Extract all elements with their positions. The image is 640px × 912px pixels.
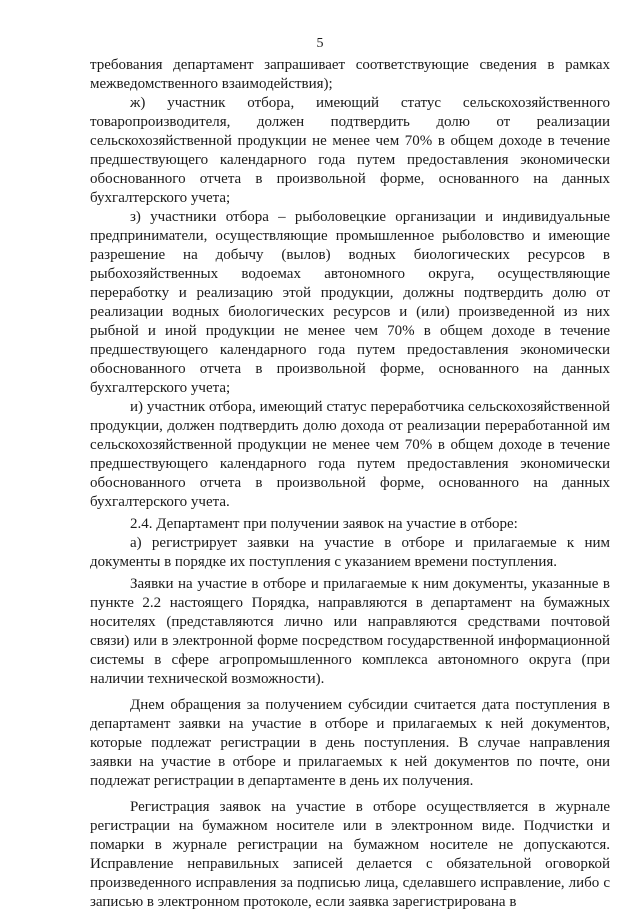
paragraph-item-z: з) участники отбора – рыболовецкие организации и индивидуальные предприниматели, осуществляющие промышленное рыболовство и имеющие разрешение на добычу (вылов) водных биологических ресурсов в рыбохозяйственных водоемах автономного округа, осуществляющие переработку и реализацию этой продукции, должны подтвердить долю от реализации водных биологических ресурсов и (или) произведенной из них рыбной и иной продукции не менее чем 70% в общем доходе в течение предшествующего календарного года путем предоставления экономически обоснованного отчета в произвольной форме, основанного на данных бухгалтерского учета;: [90, 209, 610, 396]
document-body: [90, 56, 610, 912]
paragraph-submission-methods: Заявки на участие в отборе и прилагаемые к ним документы, указанные в пункте 2.2 настоящего Порядка, направляются в департамент на бумажных носителях (представляются лично или направляются средствами почтовой связи) или в электронной форме посредством государственной информационной системы в сфере агропромышленного комплекса автономного округа (при наличии технической возможности).: [90, 576, 610, 687]
paragraph-application-date: Днем обращения за получением субсидии считается дата поступления в департамент заявки на участие в отборе и прилагаемых к ней документов, которые подлежат регистрации в день поступления. В случае направления заявки на участие в отборе и прилагаемых к ней документов по почте, они подлежат регистрации в департаменте в день их получения.: [90, 697, 610, 789]
paragraph-item-zh: ж) участник отбора, имеющий статус сельскохозяйственного товаропроизводителя, должен подтвердить долю от реализации сельскохозяйственной продукции не менее чем 70% в общем доходе в течение предшествующего календарного года путем предоставления экономически обоснованного отчета в произвольной форме, основанного на данных бухгалтерского учета;: [90, 95, 610, 206]
page-number: 5: [316, 36, 324, 51]
paragraph-registration-journal: Регистрация заявок на участие в отборе осуществляется в журнале регистрации на бумажном носителе или в электронном виде. Подчистки и помарки в журнале регистрации на бумажном носителе не допускаются. Исправление неправильных записей делается с обязательной оговоркой произведенного исправления за подписью лица, сделавшего исправление, либо с записью в электронном протоколе, если заявка зарегистрирована в: [90, 799, 610, 910]
paragraph-continuation: требования департамент запрашивает соответствующие сведения в рамках межведомственного взаимодействия);: [90, 57, 610, 92]
paragraph-section-2-4: 2.4. Департамент при получении заявок на участие в отборе:: [130, 516, 518, 532]
paragraph-item-a: а) регистрирует заявки на участие в отборе и прилагаемые к ним документы в порядке их поступления с указанием времени поступления.: [90, 535, 610, 570]
paragraph-item-i: и) участник отбора, имеющий статус переработчика сельскохозяйственной продукции, должен подтвердить долю дохода от реализации переработанной им сельскохозяйственной продукции не менее чем 70% в общем доходе в течение предшествующего календарного года путем предоставления экономически обоснованного отчета в произвольной форме, основанного на данных бухгалтерского учета.: [90, 399, 610, 510]
